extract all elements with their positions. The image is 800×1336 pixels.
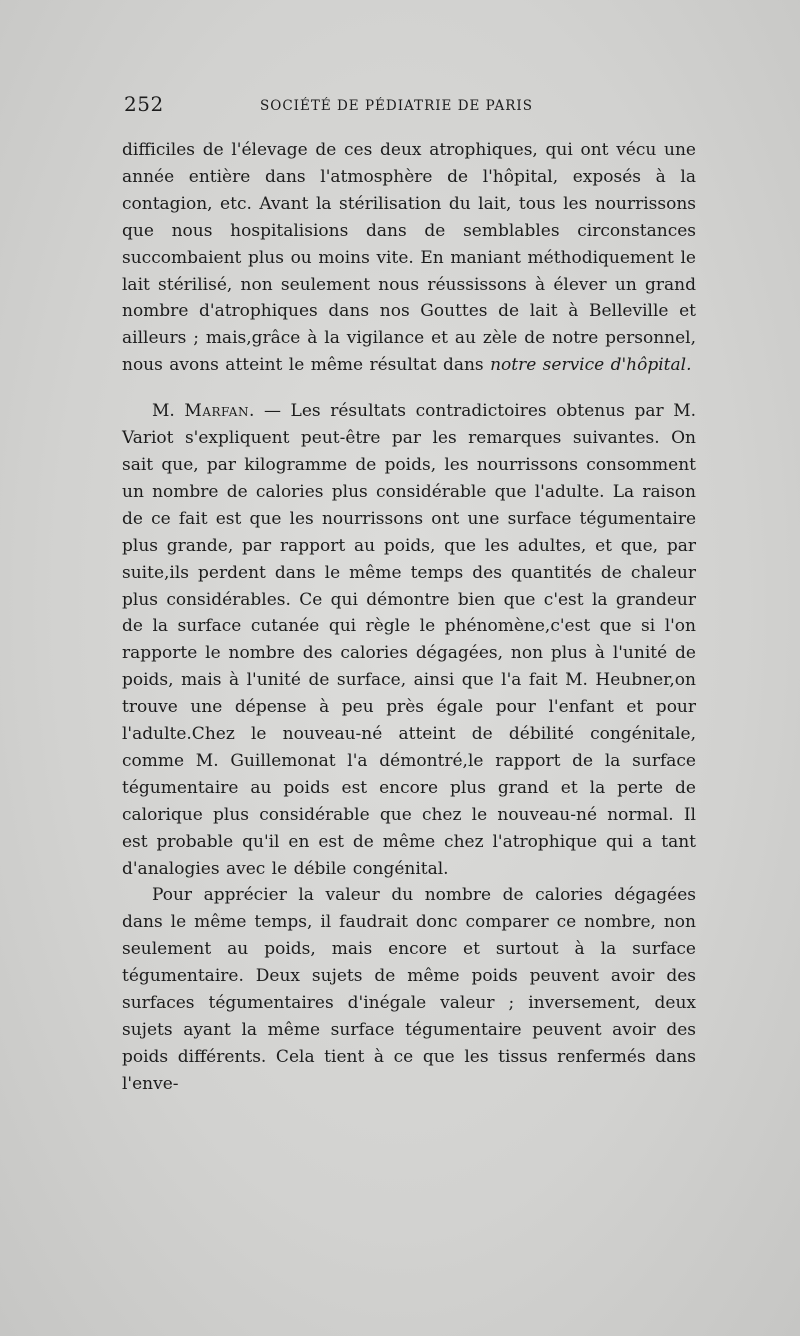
paragraph-1-italic: notre service d'hôpital. bbox=[490, 355, 692, 376]
paragraph-2-text: . — Les résultats contradictoires obtenus par M. Variot s'expliquent peut-être par les remarques suivantes. On sait que, par kilogramme de poids, les nourrissons consomment un nombre de calories plus considérable que l'adulte. La raison de ce fait est que les nourrissons ont une surface tégumentaire plus grande, par rapport au poids, que les adultes, et que, par suite,ils perdent dans le même temps des quantités de chaleur plus considérables. Ce qui démontre bien que c'est la grandeur de la surface cutanée qui règle le phénomène,c'est que si l'on rapporte le nombre des calories dégagées, non plus à l'unité de poids, mais à l'unité de surface, ainsi que l'a fait M. Heubner,on trouve une dépense à peu près égale pour l'enfant et pour l'adulte.Chez le nouveau-né atteint de débilité congénitale, comme M. Guillemonat l'a démontré,le rapport de la surface tégumentaire au poids est encore plus grand et la perte de calorique plus considérable que chez le nouveau-né normal. Il est probable qu'il en est de même chez l'atrophique qui a tant d'analogies avec le débile congénital. bbox=[122, 401, 697, 879]
paragraph-1-text: difficiles de l'élevage de ces deux atrophiques, qui ont vécu une année entière dans l'atmosphère de l'hôpital, exposés à la contagion, etc. Avant la stérilisation du lait, tous les nourrissons que nous hospitalisions dans de semblables circonstances succombaient plus ou moins vite. En maniant méthodiquement le lait stérilisé, non seulement nous réussissons à élever un grand nombre d'atrophiques dans nos Gouttes de lait à Belleville et ailleurs ; mais,grâce à la vigilance et au zèle de notre personnel, nous avons atteint le même résultat dans bbox=[122, 140, 696, 376]
paragraph-2 bbox=[122, 398, 696, 882]
paragraph-1 bbox=[122, 137, 696, 379]
paragraph-3: Pour apprécier la valeur du nombre de calories dégagées dans le même temps, il faudrait donc comparer ce nombre, non seulement au poids, mais encore et surtout à la surface tégumentaire. Deux sujets de même poids peuvent avoir des surfaces tégumentaires d'inégale valeur ; inversement, deux sujets ayant la même surface tégumentaire peuvent avoir des poids différents. Cela tient à ce que les tissus renfermés dans l'enve- bbox=[122, 885, 696, 1094]
page-number: 252 bbox=[124, 92, 164, 116]
body-text bbox=[122, 137, 696, 1098]
running-title: SOCIÉTÉ DE PÉDIATRIE DE PARIS bbox=[260, 98, 534, 114]
paragraph-2-prefix: M. bbox=[152, 401, 185, 422]
page-header bbox=[124, 88, 696, 118]
speaker-name: Marfan bbox=[184, 401, 249, 422]
